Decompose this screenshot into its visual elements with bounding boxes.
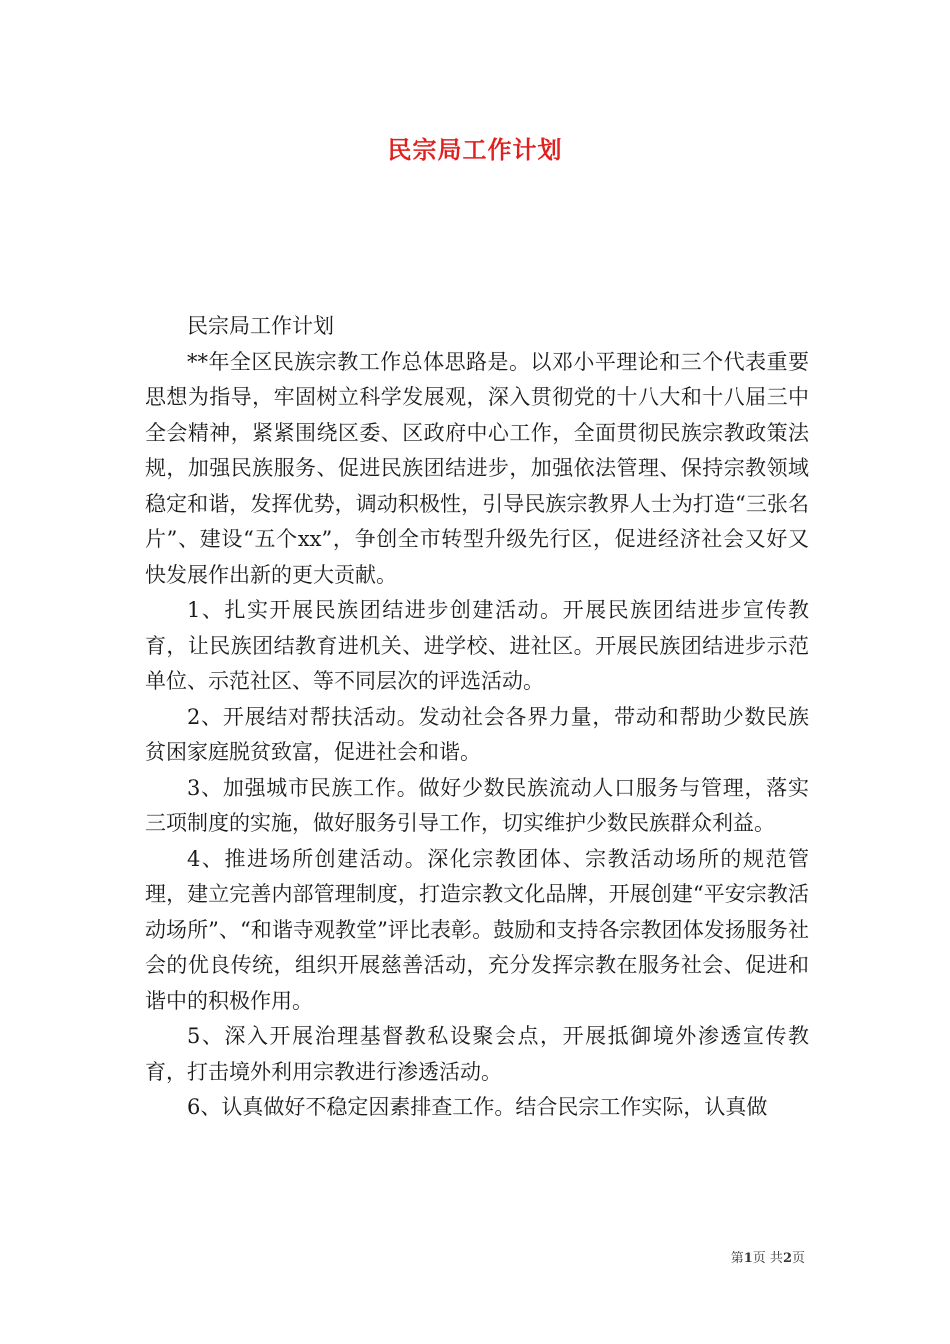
current-page-number: 1	[743, 1251, 753, 1266]
paragraph-item-2: 2、开展结对帮扶活动。发动社会各界力量，带动和帮助少数民族贫困家庭脱贫致富，促进社会和谐。	[145, 704, 809, 764]
document-title: 民宗局工作计划	[387, 135, 563, 164]
footer-middle: 页 共	[752, 1251, 783, 1266]
paragraph-item-3: 3、加强城市民族工作。做好少数民族流动人口服务与管理，落实三项制度的实施，做好服务引导工作，切实维护少数民族群众利益。	[145, 775, 809, 835]
footer-prefix: 第	[730, 1251, 744, 1266]
document-body	[145, 309, 809, 1126]
paragraph-item-1: 1、扎实开展民族团结进步创建活动。开展民族团结进步宣传教育，让民族团结教育进机关、进学校、进社区。开展民族团结进步示范单位、示范社区、等不同层次的评选活动。	[145, 598, 809, 693]
footer-suffix: 页	[791, 1251, 805, 1266]
paragraph-overview: **年全区民族宗教工作总体思路是。以邓小平理论和三个代表重要思想为指导，牢固树立科学发展观，深入贯彻党的十八大和十八届三中全会精神，紧紧围绕区委、区政府中心工作，全面贯彻民族宗教政策法规，加强民族服务、促进民族团结进步，加强依法管理、保持宗教领域稳定和谐，发挥优势，调动积极性，引导民族宗教界人士为打造“三张名片”、建设“五个xx”，争创全市转型升级先行区，促进经济社会又好又快发展作出新的更大贡献。	[145, 349, 809, 587]
paragraph-item-6: 6、认真做好不稳定因素排查工作。结合民宗工作实际，认真做	[187, 1095, 768, 1119]
paragraph-item-4: 4、推进场所创建活动。深化宗教团体、宗教活动场所的规范管理，建立完善内部管理制度，打造宗教文化品牌，开展创建“平安宗教活动场所”、“和谐寺观教堂”评比表彰。鼓励和支持各宗教团体发扬服务社会的优良传统，组织开展慈善活动，充分发挥宗教在服务社会、促进和谐中的积极作用。	[145, 846, 809, 1013]
page-number-footer	[731, 1247, 805, 1266]
paragraph-heading: 民宗局工作计划	[187, 314, 334, 338]
paragraph-item-5: 5、深入开展治理基督教私设聚会点，开展抵御境外渗透宣传教育，打击境外利用宗教进行渗透活动。	[145, 1024, 809, 1084]
total-pages-number: 2	[782, 1251, 792, 1266]
